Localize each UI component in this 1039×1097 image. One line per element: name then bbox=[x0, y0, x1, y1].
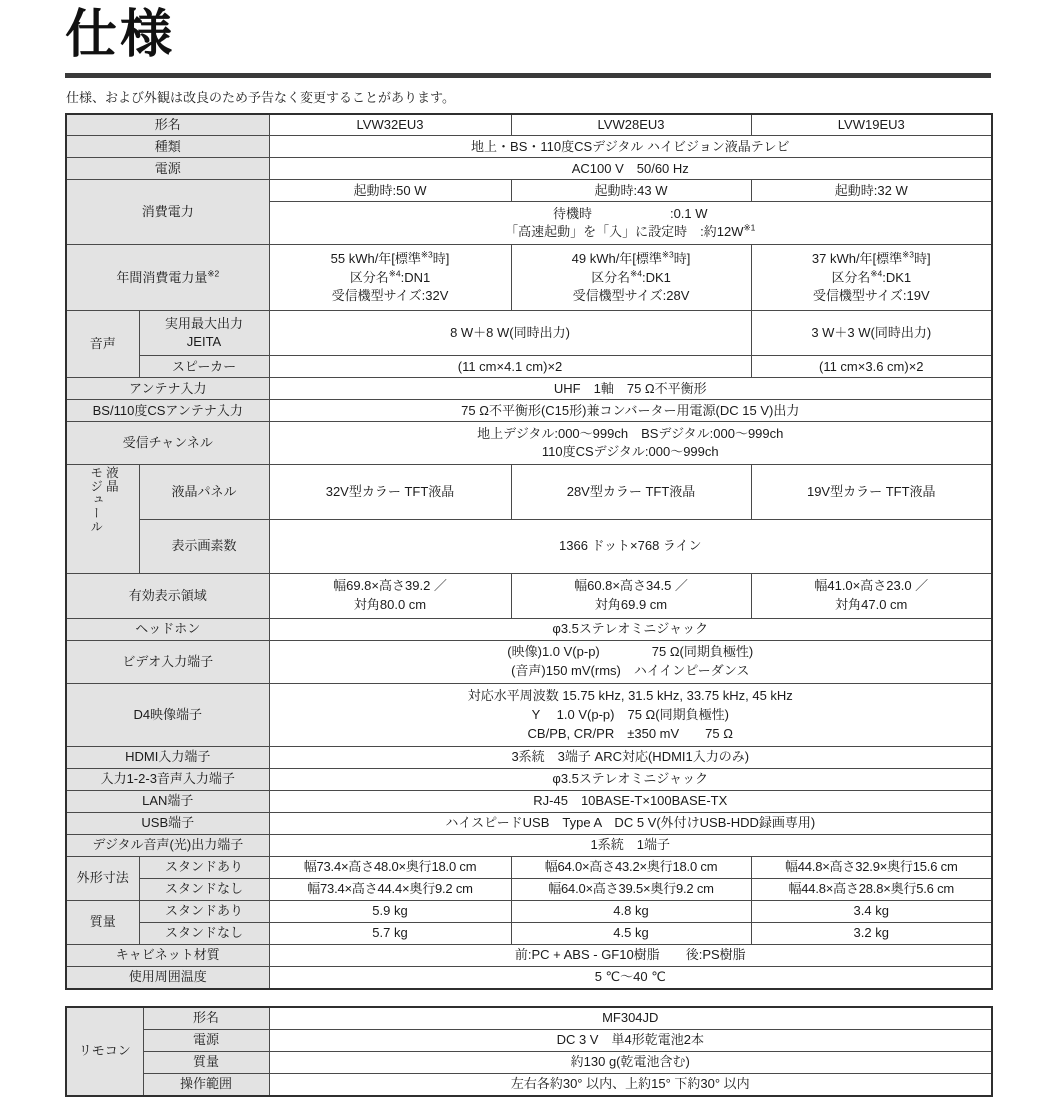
disclaimer-note: 仕様、および外観は改良のため予告なく変更することがあります。 bbox=[66, 89, 455, 105]
dims-with-28: 幅64.0×高さ43.2×奥行18.0 cm bbox=[511, 857, 751, 879]
line: 37 kWh/年[標準$^{※3}$時] bbox=[811, 249, 931, 266]
row-remote-model bbox=[66, 1007, 992, 1029]
dims-with-32: 幅73.4×高さ48.0×奥行18.0 cm bbox=[269, 857, 511, 879]
pixels-label: 表示画素数 bbox=[139, 520, 269, 574]
type-value: 地上・BS・110度CSデジタル ハイビジョン液晶テレビ bbox=[269, 136, 992, 158]
weight-with-32: 5.9 kg bbox=[269, 901, 511, 923]
line: 受信機型サイズ:19V bbox=[812, 288, 930, 304]
channels-label: 受信チャンネル bbox=[66, 422, 269, 465]
line: 対角69.9 cm bbox=[594, 597, 668, 613]
power-label: 電源 bbox=[66, 158, 269, 180]
weight-with-stand-label: スタンドあり bbox=[139, 901, 269, 923]
temperature-label: 使用周囲温度 bbox=[66, 967, 269, 989]
line: 区分名$^{※4}$:DK1 bbox=[831, 268, 912, 285]
row-audio-input-123 bbox=[66, 769, 992, 791]
headphone-value: φ3.5ステレオミニジャック bbox=[269, 619, 992, 641]
row-channels bbox=[66, 422, 992, 465]
audio123-label: 入力1-2-3音声入力端子 bbox=[66, 769, 269, 791]
remote-model-label: 形名 bbox=[143, 1007, 269, 1029]
headphone-label: ヘッドホン bbox=[66, 619, 269, 641]
type-label: 種類 bbox=[66, 136, 269, 158]
remote-range-value: 左右各約30° 以内、上約15° 下約30° 以内 bbox=[269, 1073, 992, 1095]
dims-without-28: 幅64.0×高さ39.5×奥行9.2 cm bbox=[511, 879, 751, 901]
display-area-32 bbox=[269, 574, 511, 619]
lan-value: RJ-45 10BASE-T×100BASE-TX bbox=[269, 791, 992, 813]
line: JEITA bbox=[186, 334, 222, 350]
annual-19 bbox=[751, 245, 992, 311]
video-input-value bbox=[269, 641, 992, 684]
remote-weight-label: 質量 bbox=[143, 1051, 269, 1073]
model-value-32: LVW32EU3 bbox=[269, 114, 511, 136]
line: 対角47.0 cm bbox=[835, 597, 908, 613]
remote-power-label: 電源 bbox=[143, 1029, 269, 1051]
model-value-19: LVW19EU3 bbox=[751, 114, 992, 136]
line: 幅60.8×高さ34.5 ／ bbox=[574, 578, 688, 594]
row-audio-speaker bbox=[66, 356, 992, 378]
weight-label: 質量 bbox=[66, 901, 139, 945]
digital-out-label: デジタル音声(光)出力端子 bbox=[66, 835, 269, 857]
weight-without-28: 4.5 kg bbox=[511, 923, 751, 945]
remote-range-label: 操作範囲 bbox=[143, 1073, 269, 1095]
temperature-value: 5 ℃〜40 ℃ bbox=[269, 967, 992, 989]
remote-model-value: MF304JD bbox=[269, 1007, 992, 1029]
cabinet-label: キャビネット材質 bbox=[66, 945, 269, 967]
tv-spec-table bbox=[65, 113, 993, 991]
model-label: 形名 bbox=[66, 114, 269, 136]
row-weight-with-stand bbox=[66, 901, 992, 923]
panel-label: 液晶パネル bbox=[139, 465, 269, 520]
speaker-label: スピーカー bbox=[139, 356, 269, 378]
dims-with-19: 幅44.8×高さ32.9×奥行15.6 cm bbox=[751, 857, 992, 879]
line: 対応水平周波数 15.75 kHz, 31.5 kHz, 33.75 kHz, 45 kHz bbox=[467, 688, 793, 704]
cabinet-value: 前:PC + ABS - GF10樹脂 後:PS樹脂 bbox=[269, 945, 992, 967]
weight-with-28: 4.8 kg bbox=[511, 901, 751, 923]
dims-without-19: 幅44.8×高さ28.8×奥行5.6 cm bbox=[751, 879, 992, 901]
speaker-19: (11 cm×3.6 cm)×2 bbox=[751, 356, 992, 378]
line: 55 kWh/年[標準$^{※3}$時] bbox=[330, 249, 450, 266]
line: 幅41.0×高さ23.0 ／ bbox=[814, 578, 929, 594]
row-audio-output bbox=[66, 311, 992, 356]
line: 実用最大出力 bbox=[165, 315, 244, 331]
dimensions-with-stand-label: スタンドあり bbox=[139, 857, 269, 879]
row-dimensions-with-stand bbox=[66, 857, 992, 879]
bs-cs-value: 75 Ω不平衡形(C15形)兼コンバーター用電源(DC 15 V)出力 bbox=[269, 400, 992, 422]
remote-power-value: DC 3 V 単4形乾電池2本 bbox=[269, 1029, 992, 1051]
audio123-value: φ3.5ステレオミニジャック bbox=[269, 769, 992, 791]
row-cabinet bbox=[66, 945, 992, 967]
row-power-source bbox=[66, 158, 992, 180]
weight-without-19: 3.2 kg bbox=[751, 923, 992, 945]
row-pixels bbox=[66, 520, 992, 574]
power-value: AC100 V 50/60 Hz bbox=[269, 158, 992, 180]
row-lan bbox=[66, 791, 992, 813]
lcd-module-label bbox=[66, 465, 139, 574]
row-dimensions-without-stand bbox=[66, 879, 992, 901]
remote-section bbox=[65, 1006, 991, 1097]
line: 受信機型サイズ:28V bbox=[572, 288, 690, 304]
row-model bbox=[66, 114, 992, 136]
display-area-28 bbox=[511, 574, 751, 619]
consumption-label: 消費電力 bbox=[66, 180, 269, 245]
usb-label: USB端子 bbox=[66, 813, 269, 835]
row-hdmi bbox=[66, 747, 992, 769]
panel-32: 32V型カラー TFT液晶 bbox=[269, 465, 511, 520]
lan-label: LAN端子 bbox=[66, 791, 269, 813]
row-consumption-startup bbox=[66, 180, 992, 202]
line: 49 kWh/年[標準$^{※3}$時] bbox=[571, 249, 691, 266]
hdmi-label: HDMI入力端子 bbox=[66, 747, 269, 769]
annual-28 bbox=[511, 245, 751, 311]
row-bs-cs-antenna bbox=[66, 400, 992, 422]
bs-cs-label: BS/110度CSアンテナ入力 bbox=[66, 400, 269, 422]
line: 対角80.0 cm bbox=[353, 597, 427, 613]
standby-line: 待機時 :0.1 W bbox=[552, 205, 708, 221]
audio-output-32-28: 8 W＋8 W(同時出力) bbox=[269, 311, 751, 356]
line: 110度CSデジタル:000〜999ch bbox=[541, 444, 719, 460]
row-antenna bbox=[66, 378, 992, 400]
line: (映像)1.0 V(p-p) 75 Ω(同期負極性) bbox=[507, 644, 754, 660]
row-remote-range bbox=[66, 1073, 992, 1095]
weight-without-stand-label: スタンドなし bbox=[139, 923, 269, 945]
consumption-startup-32: 起動時:50 W bbox=[269, 180, 511, 202]
quick-start-line: 「高速起動」を「入」に設定時 :約$12W^{※1}$ bbox=[505, 223, 756, 240]
line: 受信機型サイズ:32V bbox=[331, 288, 449, 304]
remote-weight-value: 約130 g(乾電池含む) bbox=[269, 1051, 992, 1073]
audio-output-19: 3 W＋3 W(同時出力) bbox=[751, 311, 992, 356]
hdmi-value: 3系統 3端子 ARC対応(HDMI1入力のみ) bbox=[269, 747, 992, 769]
annual-32 bbox=[269, 245, 511, 311]
row-headphone bbox=[66, 619, 992, 641]
consumption-standby-cell bbox=[269, 202, 992, 245]
row-display-area bbox=[66, 574, 992, 619]
consumption-startup-19: 起動時:32 W bbox=[751, 180, 992, 202]
line: 地上デジタル:000〜999ch BSデジタル:000〜999ch bbox=[477, 425, 784, 441]
row-usb bbox=[66, 813, 992, 835]
line: (音声)150 mV(rms) ハイインピーダンス bbox=[511, 663, 750, 679]
row-type bbox=[66, 136, 992, 158]
annual-label: 年間消費電力量$^{※2}$ bbox=[66, 245, 269, 311]
video-input-label: ビデオ入力端子 bbox=[66, 641, 269, 684]
panel-19: 19V型カラー TFT液晶 bbox=[751, 465, 992, 520]
display-area-19 bbox=[751, 574, 992, 619]
remote-spec-table bbox=[65, 1006, 993, 1097]
row-temperature bbox=[66, 967, 992, 989]
line: CB/PB, CR/PR ±350 mV 75 Ω bbox=[527, 725, 733, 741]
audio-label: 音声 bbox=[66, 311, 139, 378]
antenna-value: UHF 1軸 75 Ω不平衡形 bbox=[269, 378, 992, 400]
remote-label: リモコン bbox=[66, 1007, 143, 1096]
weight-without-32: 5.7 kg bbox=[269, 923, 511, 945]
row-video-input bbox=[66, 641, 992, 684]
lcd-module-vertical-text: 液晶 モジュール bbox=[88, 466, 119, 534]
consumption-startup-28: 起動時:43 W bbox=[511, 180, 751, 202]
dimensions-without-stand-label: スタンドなし bbox=[139, 879, 269, 901]
line: 幅69.8×高さ39.2 ／ bbox=[333, 578, 447, 594]
channels-value bbox=[269, 422, 992, 465]
row-weight-without-stand bbox=[66, 923, 992, 945]
dimensions-label: 外形寸法 bbox=[66, 857, 139, 901]
row-d4-video bbox=[66, 684, 992, 747]
page-title: 仕様 bbox=[65, 6, 176, 64]
digital-out-value: 1系統 1端子 bbox=[269, 835, 992, 857]
weight-with-19: 3.4 kg bbox=[751, 901, 992, 923]
dims-without-32: 幅73.4×高さ44.4×奥行9.2 cm bbox=[269, 879, 511, 901]
line: Y 1.0 V(p-p) 75 Ω(同期負極性) bbox=[531, 706, 729, 722]
antenna-label: アンテナ入力 bbox=[66, 378, 269, 400]
d4-label: D4映像端子 bbox=[66, 684, 269, 747]
audio-output-label bbox=[139, 311, 269, 356]
line: 区分名$^{※4}$:DK1 bbox=[591, 268, 671, 285]
title-divider bbox=[65, 73, 991, 78]
speaker-32-28: (11 cm×4.1 cm)×2 bbox=[269, 356, 751, 378]
line: 区分名$^{※4}$:DN1 bbox=[349, 268, 431, 285]
pixels-value: 1366 ドット×768 ライン bbox=[269, 520, 992, 574]
row-remote-power bbox=[66, 1029, 992, 1051]
model-value-28: LVW28EU3 bbox=[511, 114, 751, 136]
usb-value: ハイスピードUSB Type A DC 5 V(外付けUSB-HDD録画専用) bbox=[269, 813, 992, 835]
row-digital-audio-out bbox=[66, 835, 992, 857]
row-annual-energy bbox=[66, 245, 992, 311]
panel-28: 28V型カラー TFT液晶 bbox=[511, 465, 751, 520]
row-lcd-panel bbox=[66, 465, 992, 520]
row-remote-weight bbox=[66, 1051, 992, 1073]
display-area-label: 有効表示領域 bbox=[66, 574, 269, 619]
d4-value bbox=[269, 684, 992, 747]
